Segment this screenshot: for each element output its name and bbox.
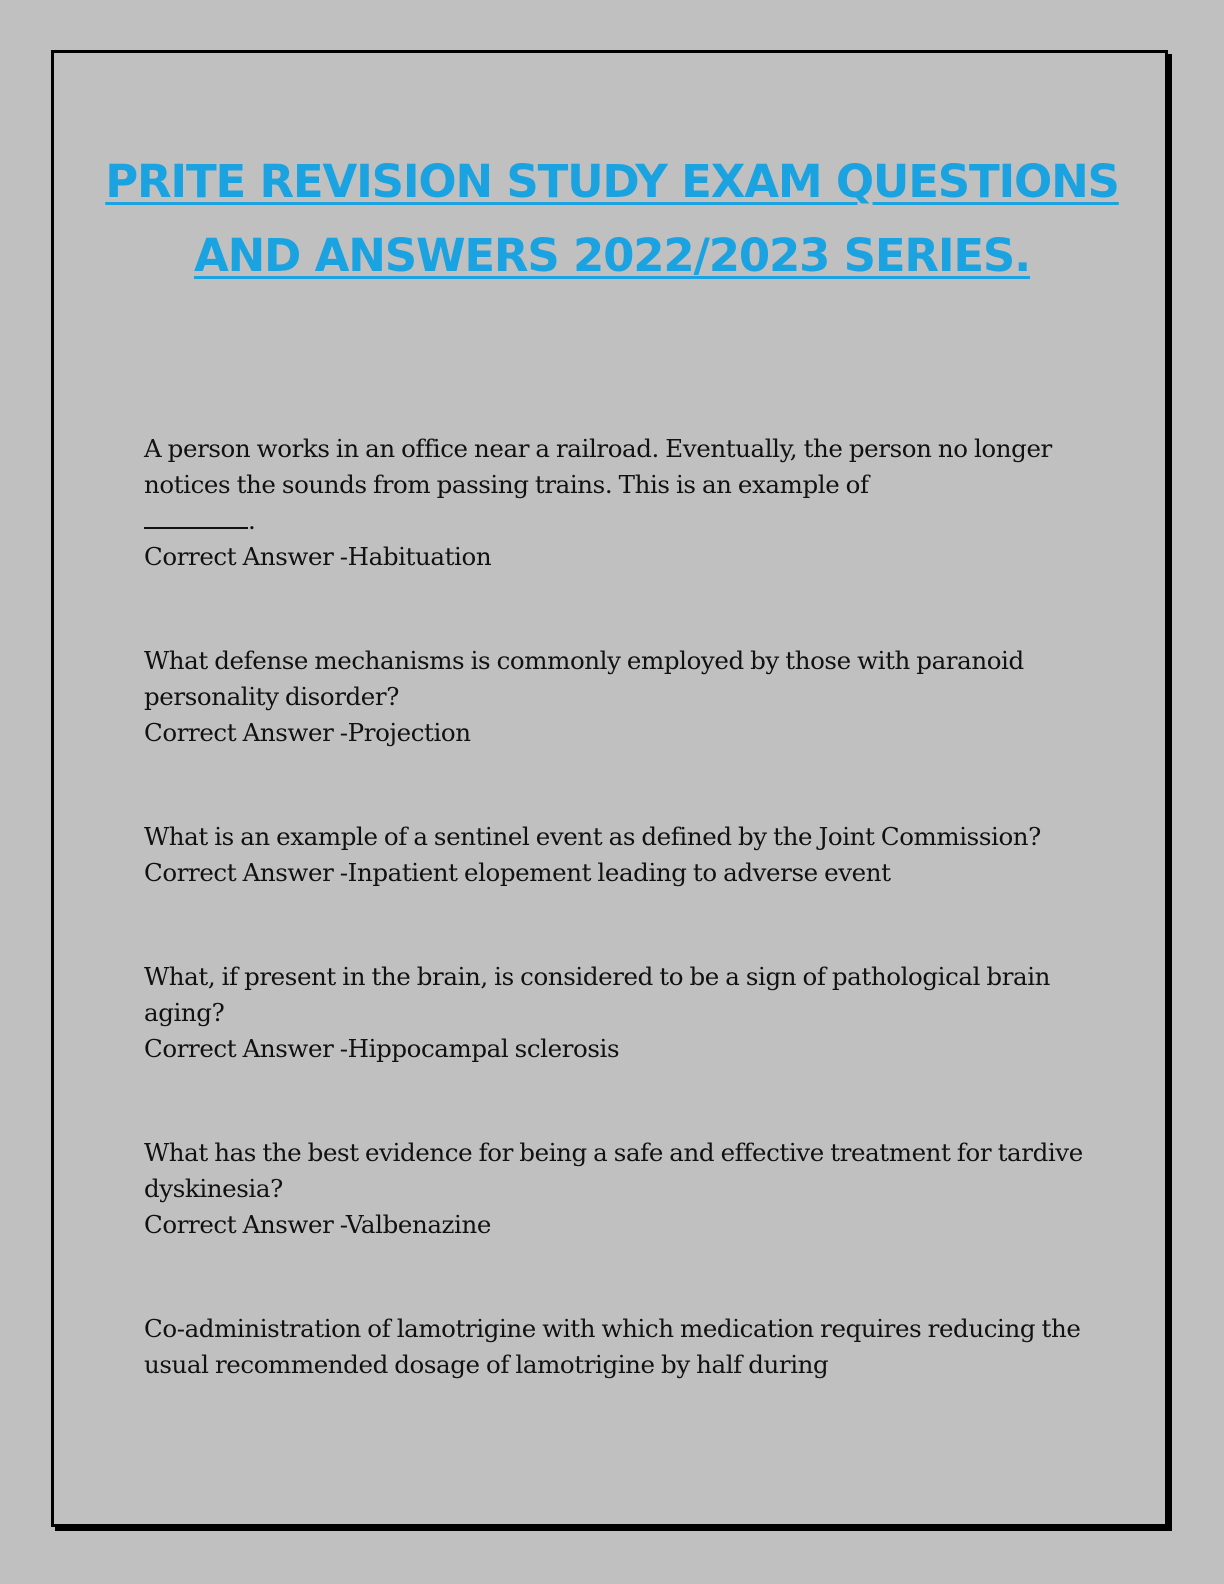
answer-blank [144,503,248,529]
question-text: What defense mechanisms is commonly employed by those with paranoid personality disorder? [144,646,1024,711]
question-text: Co-administration of lamotrigine with which medication requires reducing the usual recommended dosage of lamotrigine by half during [144,1314,1081,1379]
answer-text: Correct Answer -Hippocampal sclerosis [144,1034,620,1063]
answer-text: Correct Answer -Projection [144,718,471,747]
qa-item [144,431,1094,575]
qa-item [144,819,1094,891]
qa-item [144,959,1094,1067]
answer-text: Correct Answer -Habituation [144,542,492,571]
answer-text: Correct Answer -Inpatient elopement leading to adverse event [144,858,891,887]
qa-item [144,1135,1094,1243]
question-text: A person works in an office near a railroad. Eventually, the person no longer notices the sounds from passing trains. This is an example of . [144,434,1052,535]
question-text: What is an example of a sentinel event as defined by the Joint Commission? [144,822,1041,851]
qa-item [144,1311,1094,1383]
document-title: PRITE REVISION STUDY EXAM QUESTIONS AND ANSWERS 2022/2023 SERIES. [105,155,1119,282]
question-text: What, if present in the brain, is considered to be a sign of pathological brain aging? [144,962,1051,1027]
qa-item [144,643,1094,751]
question-text: What has the best evidence for being a safe and effective treatment for tardive dyskinesia? [144,1138,1083,1203]
qa-list [144,431,1094,1451]
answer-text: Correct Answer -Valbenazine [144,1210,491,1239]
